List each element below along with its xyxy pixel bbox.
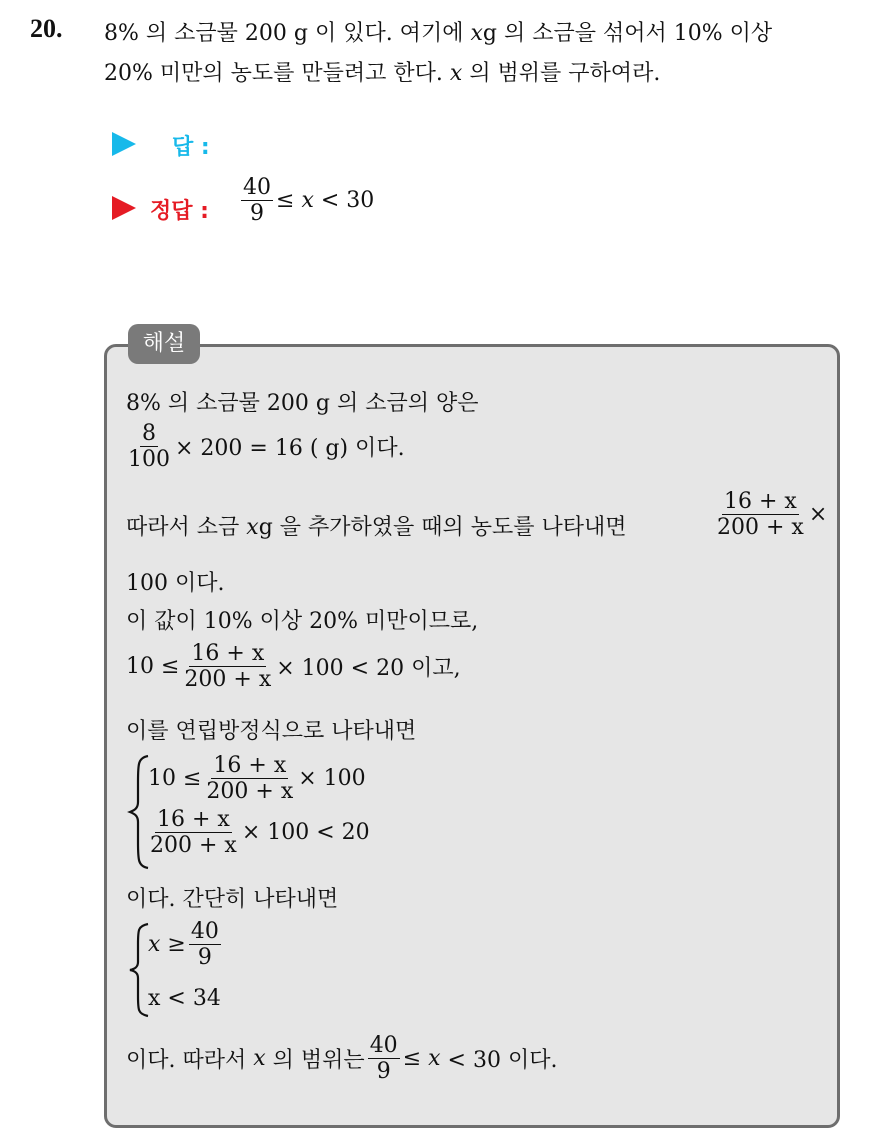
fraction: $\frac{40}{9}$ bbox=[243, 175, 271, 227]
correct-answer-value: $\frac{40}{9}$ ≤ x < 30 bbox=[243, 175, 375, 227]
problem-text: 의 범위를 구하여라. bbox=[469, 61, 661, 86]
solution-line-4: 100 이다. bbox=[126, 571, 225, 596]
solution-line-2: $\frac{8}{100}$ × 200 = 16 ( g) 이다. bbox=[128, 421, 405, 473]
correct-answer-label: 정답 : bbox=[150, 199, 209, 224]
fraction: $\frac{16 + x}{200 + x}$ bbox=[717, 489, 804, 541]
system-eq-3: x ≥ $\frac{40}{9}$ bbox=[148, 919, 219, 971]
variable-x: x bbox=[449, 61, 463, 86]
fraction: $\frac{40}{9}$ bbox=[190, 919, 219, 971]
solution-tab: 해설 bbox=[128, 324, 200, 364]
system-eq-4: x < 34 bbox=[148, 986, 221, 1011]
problem-number: 20. bbox=[30, 14, 63, 43]
problem-text: 8% 의 소금물 200 g 이 있다. 여기에 bbox=[104, 21, 464, 46]
solution-line-7: 이를 연립방정식으로 나타내면 bbox=[126, 719, 417, 744]
answer-label: 답 : bbox=[172, 135, 210, 160]
solution-line-3-fraction: $\frac{16 + x}{200 + x}$ × bbox=[717, 489, 828, 541]
problem-text: g 의 소금을 섞어서 10% 이상 bbox=[482, 21, 773, 46]
problem-line-2 bbox=[104, 56, 660, 87]
problem-text: 20% 미만의 농도를 만들려고 한다. bbox=[104, 61, 443, 86]
solution-line-6: 10 ≤ $\frac{16 + x}{200 + x}$ × 100 < 20 이고, bbox=[126, 641, 461, 693]
fraction: $\frac{16 + x}{200 + x}$ bbox=[206, 753, 294, 805]
outline-triangle-icon bbox=[112, 196, 136, 220]
fraction: $\frac{40}{9}$ bbox=[369, 1033, 398, 1085]
fraction: $\frac{16 + x}{200 + x}$ bbox=[184, 641, 272, 693]
system-eq-2: $\frac{16 + x}{200 + x}$ × 100 < 20 bbox=[150, 807, 370, 859]
solution-line-1: 8% 의 소금물 200 g 의 소금의 양은 bbox=[126, 391, 479, 416]
system-eq-1: 10 ≤ $\frac{16 + x}{200 + x}$ × 100 bbox=[148, 753, 366, 805]
play-triangle-icon bbox=[112, 132, 136, 156]
solution-line-8: 이다. 간단히 나타내면 bbox=[126, 887, 339, 912]
solution-line-5: 이 값이 10% 이상 20% 미만이므로, bbox=[126, 609, 479, 634]
solution-line-3: 따라서 소금 xg 을 추가하였을 때의 농도를 나타내면 bbox=[126, 515, 627, 540]
fraction: $\frac{8}{100}$ bbox=[128, 421, 170, 473]
solution-line-9: 이다. 따라서 x 의 범위는 $\frac{40}{9}$ ≤ x < 30 이다. bbox=[126, 1033, 558, 1085]
fraction: $\frac{16 + x}{200 + x}$ bbox=[150, 807, 237, 859]
variable-x: x bbox=[470, 21, 483, 46]
problem-line-1 bbox=[104, 16, 772, 47]
